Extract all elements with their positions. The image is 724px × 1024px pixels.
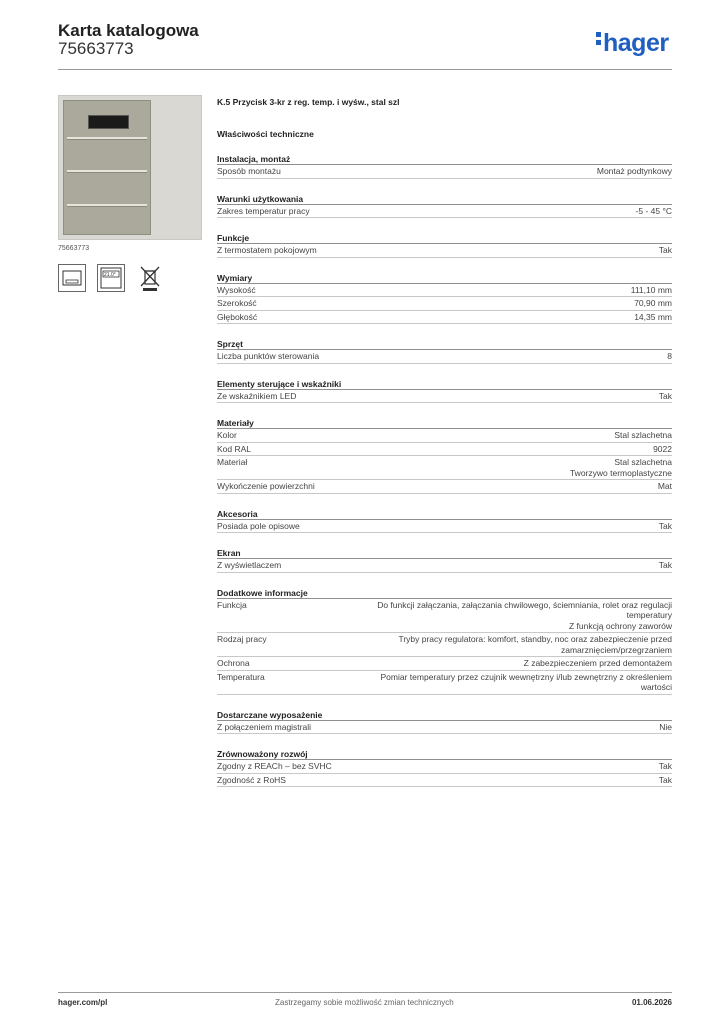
section-title: Dodatkowe informacje	[217, 588, 672, 599]
spec-label: Wysokość	[217, 284, 256, 295]
section-title: Sprzęt	[217, 339, 672, 350]
footer-website[interactable]: hager.com/pl	[58, 998, 108, 1007]
spec-value-line: Mat	[657, 481, 672, 491]
spec-value-line: Tak	[658, 245, 672, 255]
product-name: K.5 Przycisk 3-kr z reg. temp. i wyśw., stal szl	[217, 97, 400, 107]
spec-value	[259, 444, 672, 455]
section-title: Instalacja, montaż	[217, 154, 672, 165]
spec-sections	[217, 154, 672, 787]
footer-divider	[58, 992, 672, 993]
spec-row	[217, 671, 672, 695]
spec-row	[217, 520, 672, 534]
spec-value	[255, 457, 672, 478]
spec-label: Materiał	[217, 457, 248, 467]
spec-section	[217, 749, 672, 787]
spec-label: Zakres temperatur pracy	[217, 205, 310, 216]
spec-value	[304, 391, 672, 402]
product-image	[58, 95, 202, 240]
spec-value-line: wartości	[640, 682, 672, 692]
spec-label: Zgodność z RoHS	[217, 774, 286, 785]
spec-value	[255, 600, 672, 632]
footer-disclaimer: Zastrzegamy sobie możliwość zmian technicznych	[275, 998, 454, 1007]
spec-section	[217, 509, 672, 534]
spec-value-line: Tworzywo termoplastyczne	[569, 467, 672, 478]
section-title: Elementy sterujące i wskaźniki	[217, 379, 672, 390]
footer-date: 01.06.2026	[631, 998, 672, 1007]
spec-value-line: Stal szlachetna	[614, 430, 672, 440]
spec-section	[217, 588, 672, 695]
product-number: 75663773	[58, 39, 134, 58]
spec-value-line: 111,10 mm	[630, 284, 672, 295]
spec-row	[217, 657, 672, 671]
spec-label: Wykończenie powierzchni	[217, 481, 315, 491]
spec-section	[217, 548, 672, 573]
spec-value-line: Tak	[658, 761, 672, 771]
switch-plate	[63, 100, 151, 235]
spec-value	[258, 658, 672, 669]
spec-value-line: Z funkcją ochrony zaworów	[569, 620, 672, 631]
spec-row	[217, 480, 672, 494]
spec-value	[327, 351, 672, 362]
section-title: Materiały	[217, 418, 672, 429]
spec-value	[289, 166, 672, 177]
spec-section	[217, 273, 672, 325]
section-title: Ekran	[217, 548, 672, 559]
spec-value-line: zamarznięciem/przegrzaniem	[560, 644, 672, 655]
spec-row	[217, 721, 672, 735]
lcd-display	[88, 115, 129, 129]
spec-label: Z połączeniem magistrali	[217, 721, 312, 732]
spec-value-line: 8	[667, 351, 672, 361]
spec-row	[217, 429, 672, 443]
section-title: Wymiary	[217, 273, 672, 284]
spec-label: Funkcja	[217, 599, 247, 610]
spec-row	[217, 311, 672, 325]
spec-value-line: 14,35 mm	[634, 311, 672, 322]
spec-row	[217, 456, 672, 480]
spec-label: Szerokość	[217, 298, 257, 308]
spec-value-line: 9022	[653, 443, 672, 454]
spec-row	[217, 165, 672, 179]
spec-value	[294, 775, 672, 786]
product-image-caption: 75663773	[58, 245, 90, 252]
hager-logo	[596, 29, 669, 58]
display-device-icon	[58, 264, 86, 292]
spec-value-line: Tak	[658, 390, 672, 401]
spec-row	[217, 244, 672, 258]
spec-label: Kod RAL	[217, 443, 252, 454]
spec-value	[340, 761, 672, 772]
spec-label: Kolor	[217, 430, 237, 440]
spec-row	[217, 205, 672, 219]
spec-value-line: 70,90 mm	[634, 298, 672, 308]
spec-value	[264, 285, 672, 296]
spec-value-line: Nie	[659, 721, 672, 732]
spec-label: Ze wskaźnikiem LED	[217, 390, 297, 401]
section-title: Dostarczane wyposażenie	[217, 710, 672, 721]
spec-label: Ochrona	[217, 658, 250, 668]
spec-label: Sposób montażu	[217, 166, 281, 176]
spec-value-line: Do funkcji załączania, załączania chwilowego, ściemniania, rolet oraz regulacji	[377, 599, 672, 610]
section-title: Zrównoważony rozwój	[217, 749, 672, 760]
spec-value	[265, 298, 672, 309]
spec-section	[217, 194, 672, 219]
spec-section	[217, 418, 672, 494]
spec-value	[265, 312, 672, 323]
spec-value	[318, 206, 672, 217]
spec-label: Posiada pole opisowe	[217, 520, 300, 531]
section-title: Funkcje	[217, 233, 672, 244]
logo-dots-icon	[596, 32, 601, 48]
spec-row	[217, 599, 672, 634]
logo-text: hager	[603, 29, 669, 57]
section-title: Warunki użytkowania	[217, 194, 672, 205]
spec-section	[217, 233, 672, 258]
document-title: Karta katalogowa	[58, 21, 199, 40]
spec-row	[217, 774, 672, 788]
spec-value-line: -5 - 45 °C	[635, 205, 672, 216]
spec-row	[217, 350, 672, 364]
spec-section	[217, 339, 672, 364]
spec-value-line: Tak	[658, 774, 672, 785]
spec-value	[245, 430, 672, 441]
spec-value-line: temperatury	[626, 610, 672, 620]
spec-value	[319, 722, 672, 733]
thermostat-display-icon	[97, 264, 125, 292]
spec-value-line: Tak	[658, 520, 672, 531]
section-title: Akcesoria	[217, 509, 672, 520]
spec-label: Z termostatem pokojowym	[217, 245, 317, 255]
header-divider	[58, 69, 672, 70]
spec-label: Temperatura	[217, 671, 265, 682]
spec-value	[325, 245, 672, 256]
spec-row	[217, 297, 672, 311]
spec-value-line: Stal szlachetna	[614, 457, 672, 467]
spec-row	[217, 284, 672, 298]
properties-title: Właściwości techniczne	[217, 129, 314, 139]
spec-value-line: Z zabezpieczeniem przed demontażem	[523, 658, 672, 668]
weee-crossed-bin-icon	[136, 264, 164, 292]
spec-row	[217, 443, 672, 457]
spec-value-line: Tak	[658, 560, 672, 570]
spec-value	[275, 634, 672, 655]
spec-value-line: Pomiar temperatury przez czujnik wewnętrzny i/lub zewnętrzny z określeniem	[380, 671, 672, 682]
spec-section	[217, 379, 672, 404]
spec-section	[217, 154, 672, 179]
spec-value	[308, 521, 672, 532]
spec-value	[273, 672, 672, 693]
spec-label: Z wyświetlaczem	[217, 560, 282, 570]
spec-label: Głębokość	[217, 311, 258, 322]
spec-row	[217, 633, 672, 657]
spec-row	[217, 559, 672, 573]
spec-value	[289, 560, 672, 571]
spec-row	[217, 390, 672, 404]
spec-label: Liczba punktów sterowania	[217, 351, 320, 361]
svg-text:21.0°: 21.0°	[104, 272, 116, 278]
spec-value-line: Montaż podtynkowy	[596, 166, 672, 176]
spec-row	[217, 760, 672, 774]
product-specifications	[217, 97, 672, 787]
spec-label: Zgodny z REACh – bez SVHC	[217, 761, 332, 771]
spec-value	[323, 481, 672, 492]
spec-label: Rodzaj pracy	[217, 634, 267, 644]
spec-section	[217, 710, 672, 735]
spec-value-line: Tryby pracy regulatora: komfort, standby, noc oraz zabezpieczenie przed	[398, 634, 672, 644]
